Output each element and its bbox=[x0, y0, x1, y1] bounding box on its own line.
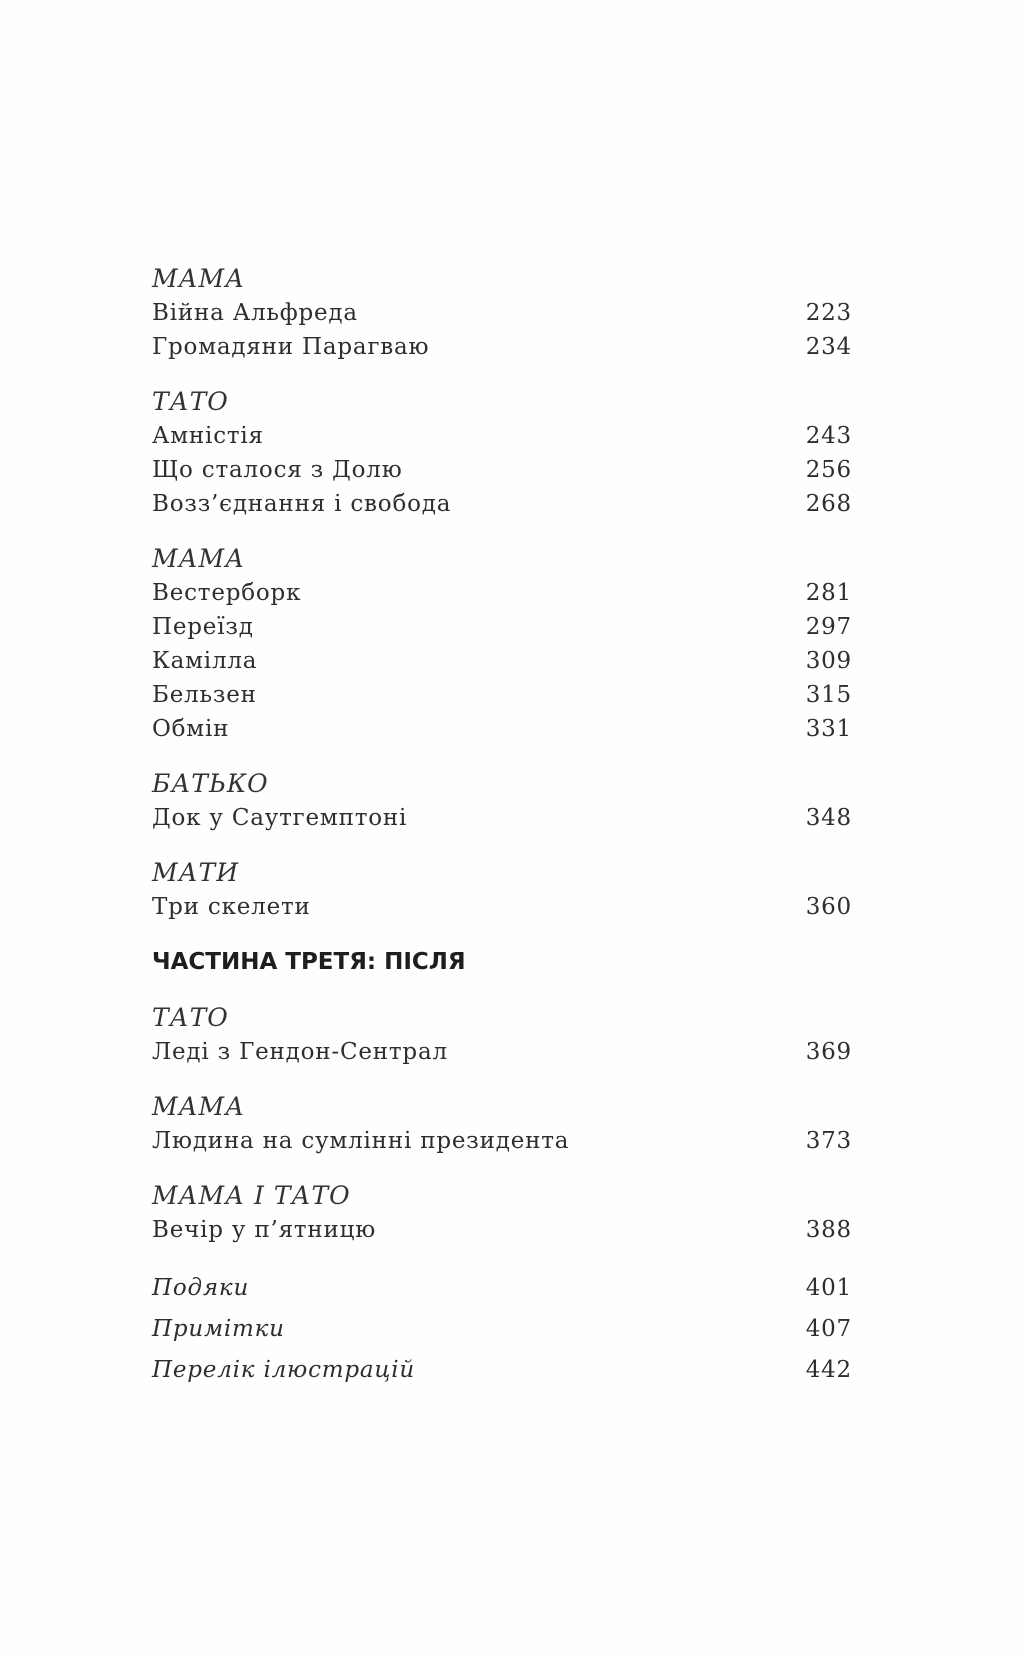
part-three-heading: ЧАСТИНА ТРЕТЯ: ПІСЛЯ bbox=[152, 949, 466, 975]
table-of-contents bbox=[152, 262, 852, 1391]
toc-entry bbox=[152, 890, 852, 924]
toc-entry bbox=[152, 1124, 852, 1158]
entry-page-number: 243 bbox=[805, 423, 852, 449]
toc-entry bbox=[152, 1309, 852, 1350]
entry-title: Подяки bbox=[152, 1275, 250, 1301]
entry-title: Війна Альфреда bbox=[152, 300, 358, 326]
toc-entry bbox=[152, 330, 852, 364]
toc-entry bbox=[152, 644, 852, 678]
entry-page-number: 315 bbox=[805, 682, 852, 708]
entry-page-number: 401 bbox=[805, 1275, 852, 1301]
entry-title: Переїзд bbox=[152, 614, 254, 640]
entry-page-number: 407 bbox=[805, 1316, 852, 1342]
entry-title: Примітки bbox=[152, 1316, 285, 1342]
entry-title: Вестерборк bbox=[152, 580, 302, 606]
entry-title: Док у Саутгемптоні bbox=[152, 805, 408, 831]
section-heading: МАМА bbox=[152, 1092, 246, 1121]
toc-entry bbox=[152, 1035, 852, 1069]
toc-entry bbox=[152, 1268, 852, 1309]
entry-page-number: 373 bbox=[805, 1128, 852, 1154]
toc-entry bbox=[152, 678, 852, 712]
entry-title: Возз’єднання і свобода bbox=[152, 491, 452, 517]
section-heading: МАТИ bbox=[152, 858, 240, 887]
entry-title: Три скелети bbox=[152, 894, 311, 920]
toc-entry bbox=[152, 576, 852, 610]
entry-page-number: 256 bbox=[805, 457, 852, 483]
entry-title: Бельзен bbox=[152, 682, 257, 708]
entry-page-number: 369 bbox=[805, 1039, 852, 1065]
entry-page-number: 268 bbox=[805, 491, 852, 517]
toc-section bbox=[152, 856, 852, 924]
section-heading: ТАТО bbox=[152, 1003, 229, 1032]
toc-entry bbox=[152, 487, 852, 521]
section-heading: МАМА І ТАТО bbox=[152, 1181, 351, 1210]
entry-title: Що сталося з Долю bbox=[152, 457, 403, 483]
section-heading: МАМА bbox=[152, 544, 246, 573]
entry-page-number: 297 bbox=[805, 614, 852, 640]
entry-page-number: 309 bbox=[805, 648, 852, 674]
toc-entry bbox=[152, 296, 852, 330]
toc-section bbox=[152, 262, 852, 364]
toc-section bbox=[152, 767, 852, 835]
back-matter bbox=[152, 1268, 852, 1391]
toc-section bbox=[152, 542, 852, 746]
entry-page-number: 331 bbox=[805, 716, 852, 742]
toc-entry bbox=[152, 1350, 852, 1391]
entry-page-number: 223 bbox=[805, 300, 852, 326]
entry-page-number: 234 bbox=[805, 334, 852, 360]
entry-page-number: 442 bbox=[805, 1357, 852, 1383]
toc-section bbox=[152, 1090, 852, 1158]
entry-title: Людина на сумлінні президента bbox=[152, 1128, 570, 1154]
entry-page-number: 360 bbox=[805, 894, 852, 920]
toc-section bbox=[152, 385, 852, 521]
entry-title: Обмін bbox=[152, 716, 230, 742]
entry-page-number: 348 bbox=[805, 805, 852, 831]
toc-entry bbox=[152, 419, 852, 453]
entry-page-number: 388 bbox=[805, 1217, 852, 1243]
toc-section bbox=[152, 1001, 852, 1069]
entry-title: Громадяни Парагваю bbox=[152, 334, 430, 360]
toc-entry bbox=[152, 712, 852, 746]
section-heading: ТАТО bbox=[152, 387, 229, 416]
entry-title: Вечір у п’ятницю bbox=[152, 1217, 377, 1243]
entry-title: Перелік ілюстрацій bbox=[152, 1357, 416, 1383]
toc-entry bbox=[152, 801, 852, 835]
toc-entry bbox=[152, 453, 852, 487]
entry-title: Леді з Гендон-Сентрал bbox=[152, 1039, 448, 1065]
section-heading: БАТЬКО bbox=[152, 769, 269, 798]
entry-title: Амністія bbox=[152, 423, 264, 449]
toc-entry bbox=[152, 610, 852, 644]
toc-entry bbox=[152, 1213, 852, 1247]
toc-section bbox=[152, 1179, 852, 1247]
entry-title: Камілла bbox=[152, 648, 258, 674]
section-heading: МАМА bbox=[152, 264, 246, 293]
entry-page-number: 281 bbox=[805, 580, 852, 606]
